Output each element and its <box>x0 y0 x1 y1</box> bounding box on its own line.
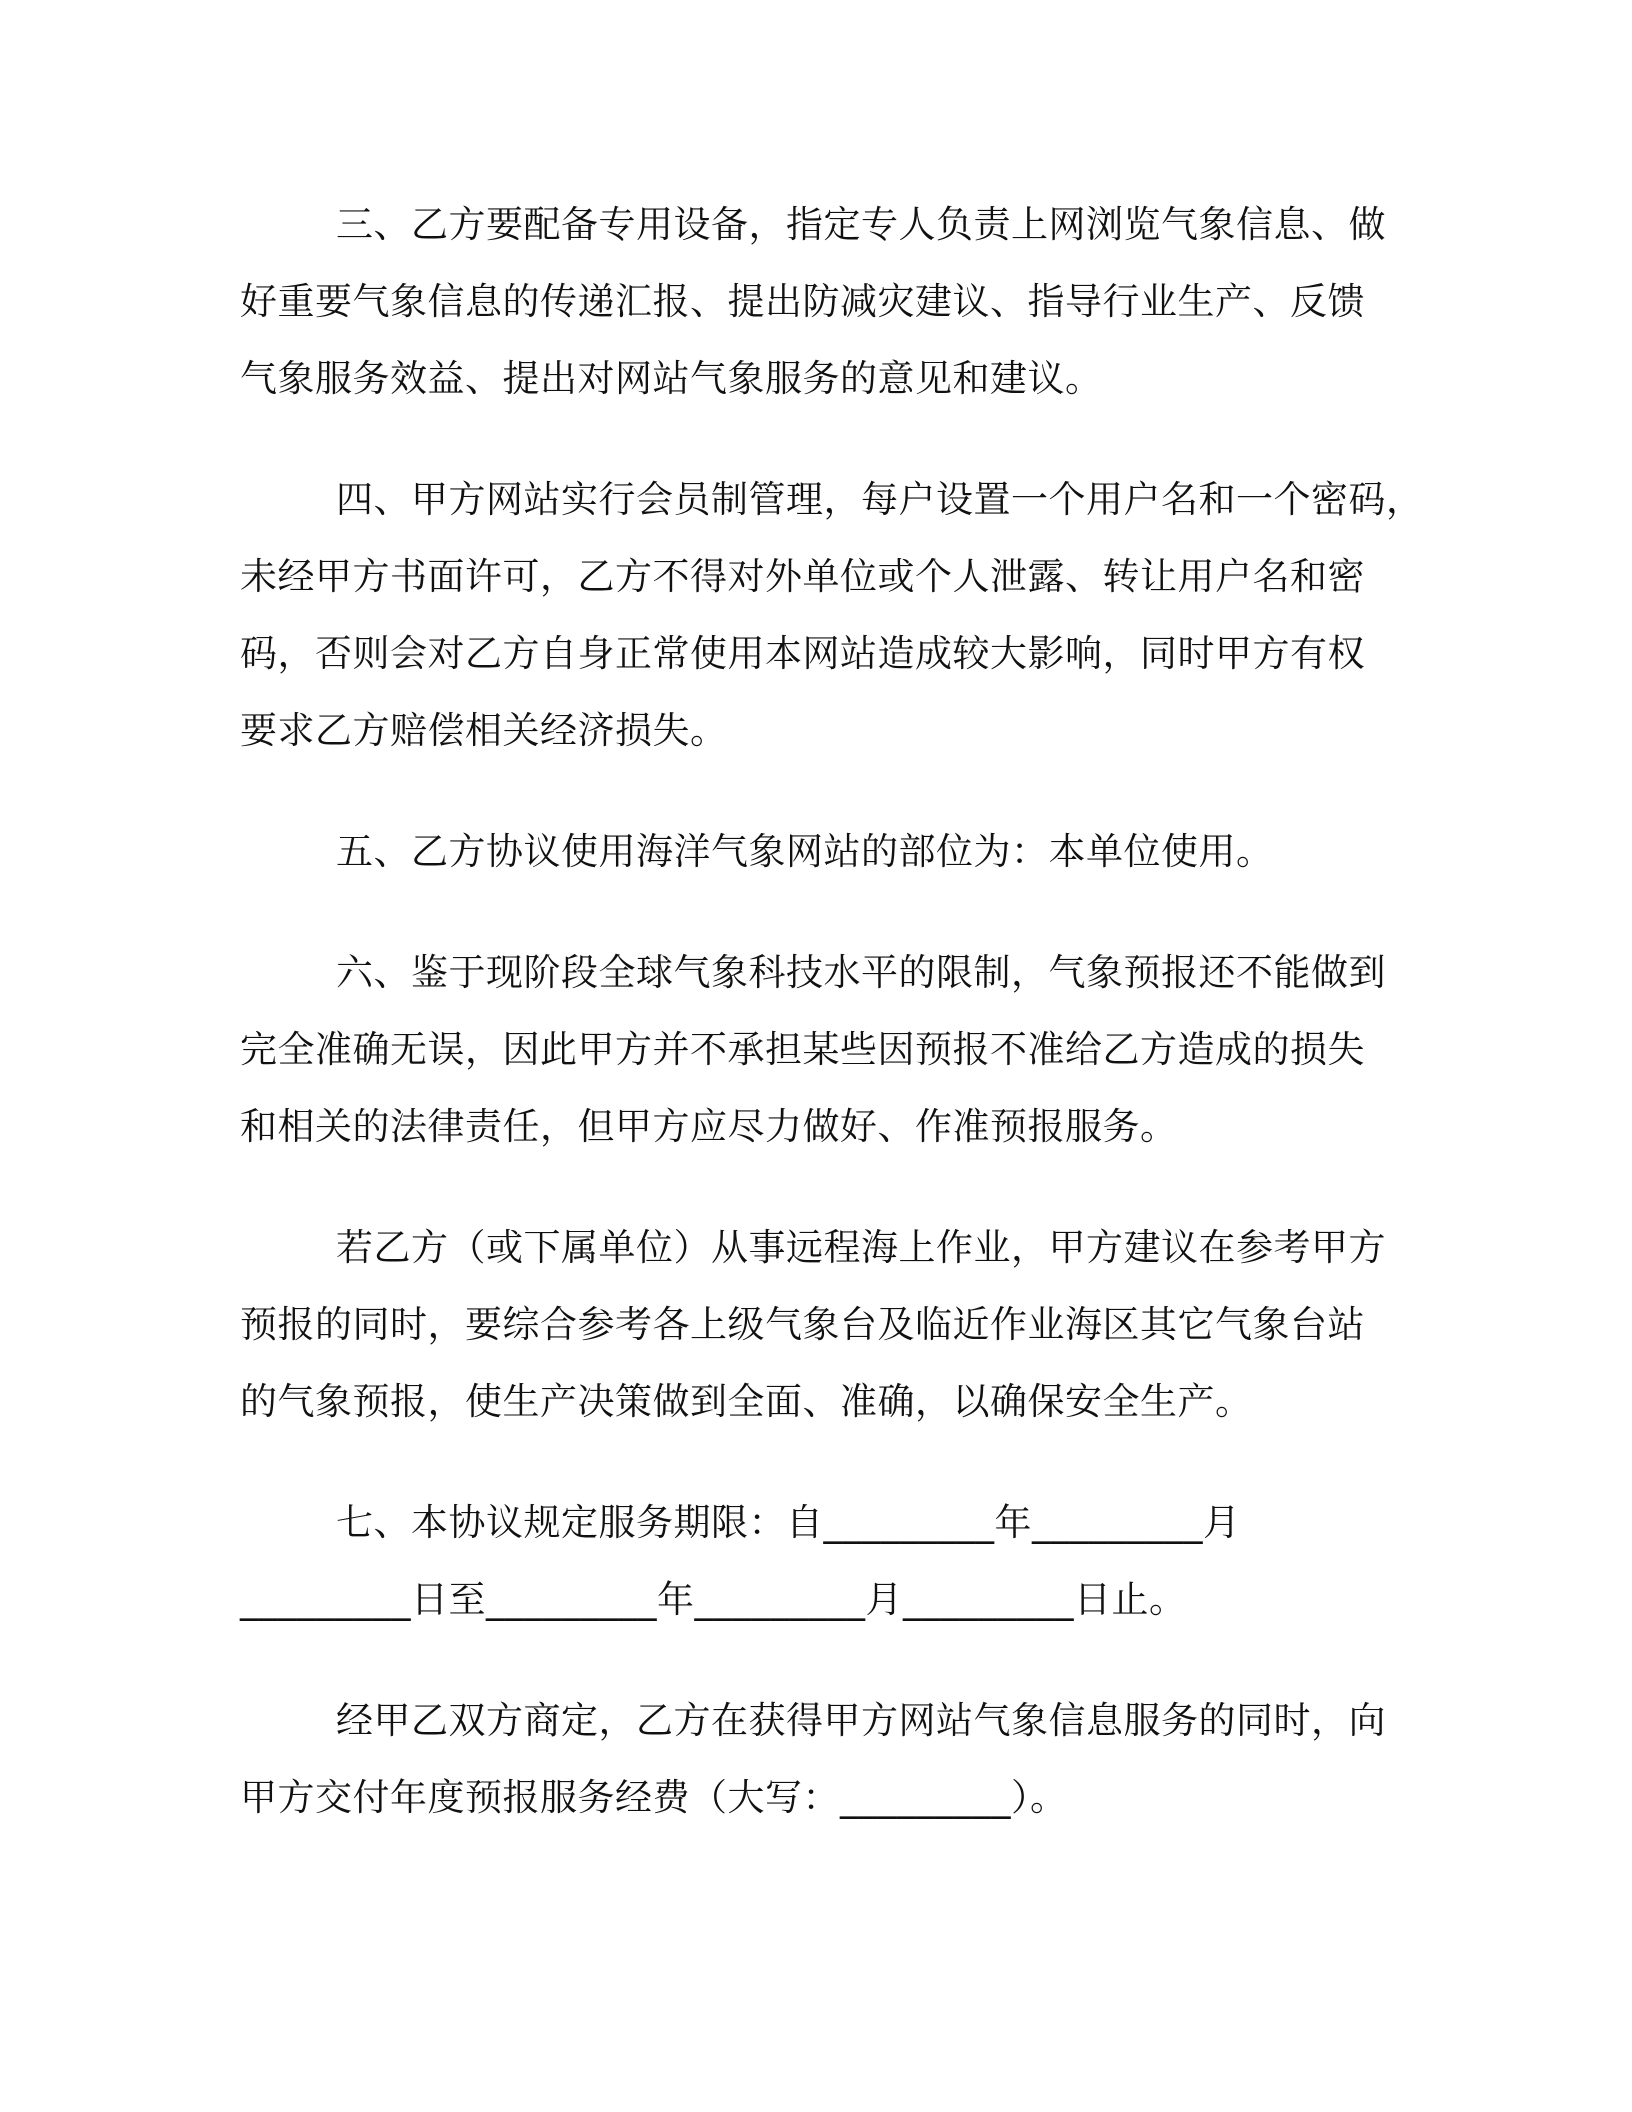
paragraph-line: 三、乙方要配备专用设备，指定专人负责上网浏览气象信息、做 <box>336 203 1386 246</box>
paragraph-line: 和相关的法律责任，但甲方应尽力做好、作准预报服务。 <box>240 1105 1178 1148</box>
paragraph-line: 甲方交付年度预报服务经费（大写：_________）。 <box>240 1776 1068 1819</box>
paragraph-line: 四、甲方网站实行会员制管理，每户设置一个用户名和一个密码， <box>336 478 1424 521</box>
clause-6-note-paragraph <box>240 1209 1400 1440</box>
paragraph-line: 要求乙方赔偿相关经济损失。 <box>240 709 728 752</box>
paragraph-line: 经甲乙双方商定，乙方在获得甲方网站气象信息服务的同时，向 <box>336 1699 1386 1742</box>
clause-4-paragraph <box>240 461 1424 769</box>
paragraph-line: 五、乙方协议使用海洋气象网站的部位为：本单位使用。 <box>336 830 1274 873</box>
paragraph-line: 完全准确无误，因此甲方并不承担某些因预报不准给乙方造成的损失 <box>240 1028 1365 1071</box>
paragraph-line: 的气象预报，使生产决策做到全面、准确，以确保安全生产。 <box>240 1380 1253 1423</box>
paragraph-line: 七、本协议规定服务期限：自_________年_________月 <box>336 1501 1241 1544</box>
paragraph-line: 若乙方（或下属单位）从事远程海上作业，甲方建议在参考甲方 <box>336 1226 1386 1269</box>
clause-6-paragraph <box>240 934 1400 1165</box>
document-body <box>240 186 1424 1880</box>
paragraph-line: 预报的同时，要综合参考各上级气象台及临近作业海区其它气象台站 <box>240 1303 1365 1346</box>
clause-7-paragraph <box>240 1484 1400 1638</box>
paragraph-line: 码，否则会对乙方自身正常使用本网站造成较大影响，同时甲方有权 <box>240 632 1365 675</box>
paragraph-line: 未经甲方书面许可，乙方不得对外单位或个人泄露、转让用户名和密 <box>240 555 1365 598</box>
paragraph-line: 好重要气象信息的传递汇报、提出防减灾建议、指导行业生产、反馈 <box>240 280 1365 323</box>
clause-5-paragraph <box>240 813 1400 890</box>
paragraph-line: _________日至_________年_________月_________日止。 <box>240 1578 1187 1621</box>
paragraph-line: 六、鉴于现阶段全球气象科技水平的限制，气象预报还不能做到 <box>336 951 1386 994</box>
clause-7-fee-paragraph <box>240 1682 1400 1836</box>
paragraph-line: 气象服务效益、提出对网站气象服务的意见和建议。 <box>240 357 1103 400</box>
clause-3-paragraph <box>240 186 1400 417</box>
